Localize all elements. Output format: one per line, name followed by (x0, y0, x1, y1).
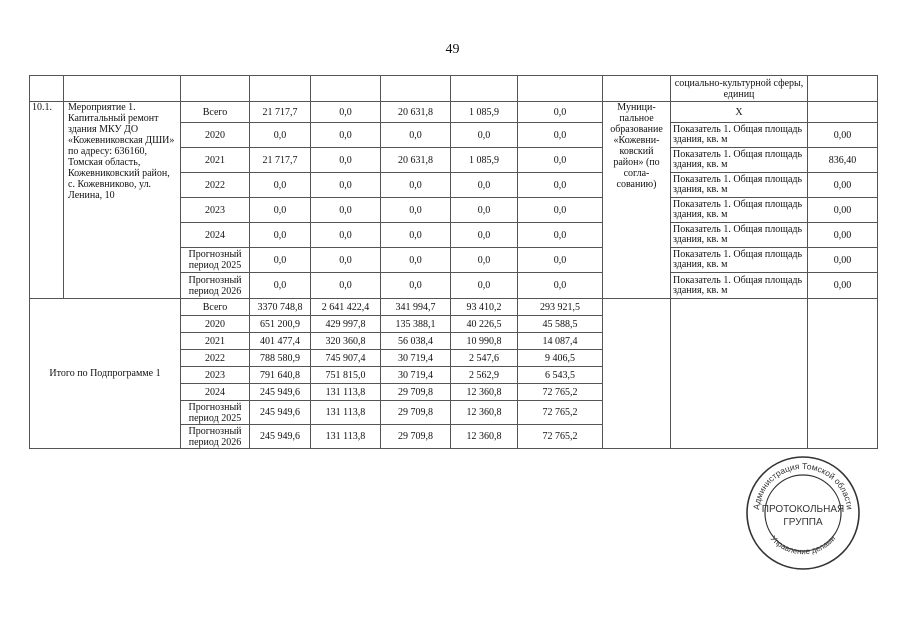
value-cell: 245 949,6 (250, 425, 311, 449)
cell-empty (603, 76, 671, 102)
indicator-value-cell: 0,00 (808, 173, 878, 198)
indicator-value-cell: 0,00 (808, 223, 878, 248)
value-cell: 3370 748,8 (250, 299, 311, 316)
item-number: 10.1. (30, 102, 64, 299)
indicator-cell: Показатель 1. Общая площадь здания, кв. м (671, 223, 808, 248)
value-cell: 320 360,8 (311, 333, 381, 350)
value-cell: 745 907,4 (311, 350, 381, 367)
period-cell: Всего (181, 299, 250, 316)
value-cell: 2 562,9 (451, 367, 518, 384)
value-cell: 29 709,8 (381, 425, 451, 449)
total-label: Итого по Подпрограмме 1 (30, 299, 181, 449)
value-cell: 56 038,4 (381, 333, 451, 350)
value-cell: 0,0 (451, 173, 518, 198)
indicator-cell: Показатель 1. Общая площадь здания, кв. м (671, 198, 808, 223)
indicator-cell: Показатель 1. Общая площадь здания, кв. м (671, 248, 808, 273)
value-cell: 21 717,7 (250, 148, 311, 173)
cell-empty (181, 76, 250, 102)
value-cell: 12 360,8 (451, 401, 518, 425)
value-cell: 651 200,9 (250, 316, 311, 333)
value-cell: 29 709,8 (381, 401, 451, 425)
value-cell: 0,0 (311, 148, 381, 173)
indicator-cell: Х (671, 102, 808, 123)
cell-empty (381, 76, 451, 102)
cell-empty (30, 76, 64, 102)
value-cell: 0,0 (381, 173, 451, 198)
period-cell: 2020 (181, 316, 250, 333)
value-cell: 245 949,6 (250, 401, 311, 425)
indicator-value-cell: 0,00 (808, 123, 878, 148)
value-cell: 72 765,2 (518, 384, 603, 401)
period-cell: 2021 (181, 148, 250, 173)
period-cell: Прогнозный период 2026 (181, 273, 250, 299)
value-cell: 0,0 (381, 273, 451, 299)
stamp-bottom-text: Управление делами (768, 533, 838, 557)
value-cell: 0,0 (451, 273, 518, 299)
value-cell: 135 388,1 (381, 316, 451, 333)
period-cell: Всего (181, 102, 250, 123)
value-cell: 30 719,4 (381, 367, 451, 384)
value-cell: 0,0 (518, 123, 603, 148)
value-cell: 0,0 (250, 123, 311, 148)
value-cell: 9 406,5 (518, 350, 603, 367)
cell-empty (250, 76, 311, 102)
cell-empty (451, 76, 518, 102)
period-cell: 2020 (181, 123, 250, 148)
value-cell: 0,0 (250, 223, 311, 248)
value-cell: 0,0 (311, 173, 381, 198)
indicator-value-cell: 0,00 (808, 198, 878, 223)
page-number: 49 (445, 42, 460, 57)
value-cell: 0,0 (381, 123, 451, 148)
value-cell: 29 709,8 (381, 384, 451, 401)
value-cell: 0,0 (518, 198, 603, 223)
indicator-value-cell: 0,00 (808, 248, 878, 273)
value-cell: 788 580,9 (250, 350, 311, 367)
cell-empty (808, 102, 878, 123)
indicator-cell: Показатель 1. Общая площадь здания, кв. м (671, 173, 808, 198)
stamp (745, 455, 861, 571)
value-cell: 0,0 (518, 102, 603, 123)
cell-empty (64, 76, 181, 102)
value-cell: 0,0 (250, 198, 311, 223)
table-row (30, 299, 878, 316)
period-cell: 2021 (181, 333, 250, 350)
program-table (29, 75, 878, 449)
value-cell: 0,0 (518, 148, 603, 173)
value-cell: 0,0 (451, 123, 518, 148)
value-cell: 72 765,2 (518, 401, 603, 425)
executor-cell: Муници-пальное образование «Кожевни-ковский район» (по согла-сованию) (603, 102, 671, 299)
period-cell: Прогнозный период 2025 (181, 401, 250, 425)
period-cell: 2022 (181, 350, 250, 367)
indicator-cell: Показатель 1. Общая площадь здания, кв. м (671, 123, 808, 148)
value-cell: 0,0 (451, 248, 518, 273)
period-cell: Прогнозный период 2026 (181, 425, 250, 449)
period-cell: 2024 (181, 384, 250, 401)
indicator-value-cell: 836,40 (808, 148, 878, 173)
value-cell: 0,0 (381, 223, 451, 248)
value-cell: 131 113,8 (311, 425, 381, 449)
value-cell: 93 410,2 (451, 299, 518, 316)
item-name: Мероприятие 1. Капитальный ремонт здания МКУ ДО «Кожевниковская ДШИ» по адресу: 636160, Томская область, Кожевниковский район, с. Кожевниково, ул. Ленина, 10 (64, 102, 181, 299)
value-cell: 0,0 (518, 248, 603, 273)
period-cell: 2023 (181, 198, 250, 223)
value-cell: 131 113,8 (311, 384, 381, 401)
value-cell: 0,0 (250, 173, 311, 198)
value-cell: 0,0 (381, 248, 451, 273)
cell-empty (671, 299, 808, 449)
value-cell: 6 543,5 (518, 367, 603, 384)
value-cell: 0,0 (311, 123, 381, 148)
table-body (30, 76, 878, 449)
value-cell: 0,0 (518, 173, 603, 198)
value-cell: 0,0 (451, 223, 518, 248)
value-cell: 0,0 (381, 198, 451, 223)
value-cell: 12 360,8 (451, 425, 518, 449)
value-cell: 0,0 (311, 198, 381, 223)
value-cell: 293 921,5 (518, 299, 603, 316)
cell-empty (603, 299, 671, 449)
stamp-line1: ПРОТОКОЛЬНАЯ (761, 504, 845, 515)
indicator-cell: Показатель 1. Общая площадь здания, кв. м (671, 273, 808, 299)
table-row (30, 76, 878, 102)
value-cell: 0,0 (250, 248, 311, 273)
value-cell: 21 717,7 (250, 102, 311, 123)
value-cell: 2 641 422,4 (311, 299, 381, 316)
cell-empty (518, 76, 603, 102)
value-cell: 1 085,9 (451, 102, 518, 123)
value-cell: 429 997,8 (311, 316, 381, 333)
value-cell: 20 631,8 (381, 148, 451, 173)
value-cell: 72 765,2 (518, 425, 603, 449)
cell-empty (808, 76, 878, 102)
value-cell: 0,0 (518, 273, 603, 299)
value-cell: 401 477,4 (250, 333, 311, 350)
cell-empty (311, 76, 381, 102)
value-cell: 0,0 (311, 273, 381, 299)
value-cell: 341 994,7 (381, 299, 451, 316)
value-cell: 12 360,8 (451, 384, 518, 401)
value-cell: 791 640,8 (250, 367, 311, 384)
value-cell: 10 990,8 (451, 333, 518, 350)
value-cell: 0,0 (311, 223, 381, 248)
period-cell: 2023 (181, 367, 250, 384)
indicator-cell: Показатель 1. Общая площадь здания, кв. м (671, 148, 808, 173)
value-cell: 0,0 (311, 102, 381, 123)
indicator-value-cell: 0,00 (808, 273, 878, 299)
value-cell: 2 547,6 (451, 350, 518, 367)
period-cell: Прогнозный период 2025 (181, 248, 250, 273)
value-cell: 0,0 (518, 223, 603, 248)
stamp-line2: ГРУППА (783, 517, 823, 528)
value-cell: 1 085,9 (451, 148, 518, 173)
value-cell: 30 719,4 (381, 350, 451, 367)
period-cell: 2024 (181, 223, 250, 248)
value-cell: 0,0 (311, 248, 381, 273)
value-cell: 40 226,5 (451, 316, 518, 333)
period-cell: 2022 (181, 173, 250, 198)
value-cell: 0,0 (451, 198, 518, 223)
value-cell: 0,0 (250, 273, 311, 299)
value-cell: 14 087,4 (518, 333, 603, 350)
cell-empty (808, 299, 878, 449)
value-cell: 20 631,8 (381, 102, 451, 123)
value-cell: 131 113,8 (311, 401, 381, 425)
value-cell: 751 815,0 (311, 367, 381, 384)
indicator-cell: социально-культурной сферы, единиц (671, 76, 808, 102)
stamp-outer-text: Администрация Томской области (751, 460, 855, 511)
value-cell: 45 588,5 (518, 316, 603, 333)
table-row (30, 102, 878, 123)
value-cell: 245 949,6 (250, 384, 311, 401)
